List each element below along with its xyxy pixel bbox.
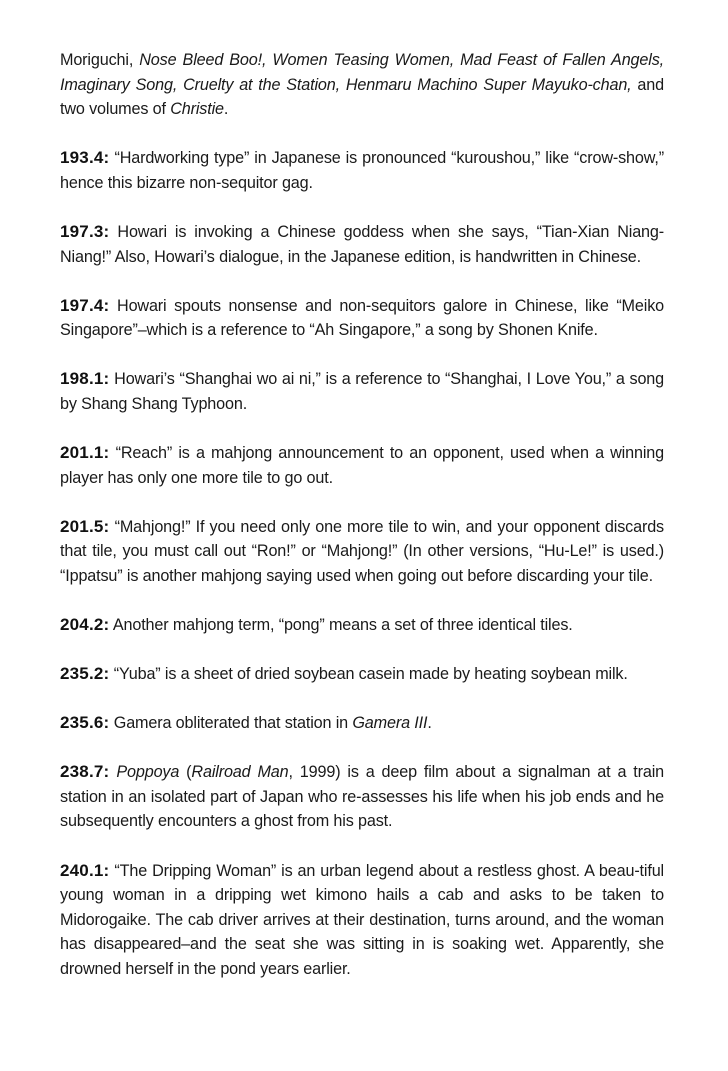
note-ref: 197.4: <box>60 295 110 315</box>
notes-page <box>60 48 664 1006</box>
note-text: Howari’s “Shanghai wo ai ni,” is a reference to “Shanghai, I Love You,” a song by Shang Shang Typhoon. <box>60 370 664 413</box>
note-text: “Reach” is a mahjong announcement to an opponent, used when a winning player has only one more tile to go out. <box>60 444 664 487</box>
note-193-4 <box>60 146 664 195</box>
note-continuation <box>60 48 664 122</box>
note-ref: 193.4: <box>60 148 110 168</box>
note-text: , 1999) is a deep film about a signalman at a train station in an isolated part of Japan who re-assesses his life when his job ends and he subsequently encounters a ghost from his past. <box>60 763 664 831</box>
note-238-7 <box>60 760 664 834</box>
note-ref: 198.1: <box>60 369 110 389</box>
note-text: . <box>427 714 432 733</box>
note-text: Howari is invoking a Chinese goddess when she says, “Tian-Xian Niang-Niang!” Also, Howari’s dialogue, in the Japanese edition, is handwritten in Chinese. <box>60 222 664 266</box>
note-text: Moriguchi, <box>60 51 140 69</box>
note-text: Another mahjong term, “pong” means a set of three identical tiles. <box>109 616 573 634</box>
note-235-6 <box>60 711 664 736</box>
note-ref: 235.2: <box>60 664 110 684</box>
note-ref: 240.1: <box>60 860 110 880</box>
note-204-2 <box>60 613 664 638</box>
note-ref: 204.2: <box>60 615 110 634</box>
note-197-3 <box>60 220 664 269</box>
note-ref: 201.1: <box>60 443 110 463</box>
note-235-2 <box>60 662 664 687</box>
note-text: “Hardworking type” in Japanese is pronounced “kuroushou,” like “crow-show,” hence this bizarre non-sequitor gag. <box>60 149 664 192</box>
note-text: Howari spouts nonsense and non-sequitors galore in Chinese, like “Meiko Singapore”–which is a reference to “Ah Singapore,” a song by Shonen Knife. <box>60 296 664 340</box>
note-198-1 <box>60 367 664 416</box>
note-ref: 235.6: <box>60 713 110 733</box>
note-italic-title: Poppoya <box>116 763 180 782</box>
note-201-5 <box>60 515 664 589</box>
note-ref: 201.5: <box>60 516 110 536</box>
note-ref: 238.7: <box>60 762 110 782</box>
note-text: . <box>223 100 229 119</box>
note-italic-title: Gamera III <box>352 714 428 733</box>
note-ref: 197.3: <box>60 221 110 241</box>
note-text: and two volumes of <box>60 75 664 119</box>
note-text: ( <box>179 763 192 782</box>
note-text: “Mahjong!” If you need only one more tile to win, and your opponent discards that tile, you must call out “Ron!” or “Mahjong!” (In other versions, “Hu-Le!” is used.) “Ippatsu” is another mahjong saying used when going out before discarding your tile. <box>60 517 664 585</box>
note-italic-title: Railroad Man <box>191 763 289 782</box>
note-201-1 <box>60 441 664 490</box>
note-italic-titles: Nose Bleed Boo!, Women Teasing Women, Mad Feast of Fallen Angels, Imaginary Song, Cruelty at the Station, Henmaru Machino Super Mayuko-chan, <box>60 51 664 94</box>
note-240-1 <box>60 859 664 982</box>
note-197-4 <box>60 294 664 343</box>
note-italic-title: Christie <box>170 100 224 119</box>
note-text: Gamera obliterated that station in <box>109 714 353 733</box>
note-text: “Yuba” is a sheet of dried soybean casein made by heating soybean milk. <box>109 665 628 684</box>
note-text: “The Dripping Woman” is an urban legend about a restless ghost. A beau-tiful young woman in a dripping wet kimono hails a cab and asks to be taken to Midorogaike. The cab driver arrives at their destination, turns around, and the woman has disappeared–and the seat she was sitting in is soaking wet. Apparently, she drowned herself in the pond years earlier. <box>60 861 664 978</box>
